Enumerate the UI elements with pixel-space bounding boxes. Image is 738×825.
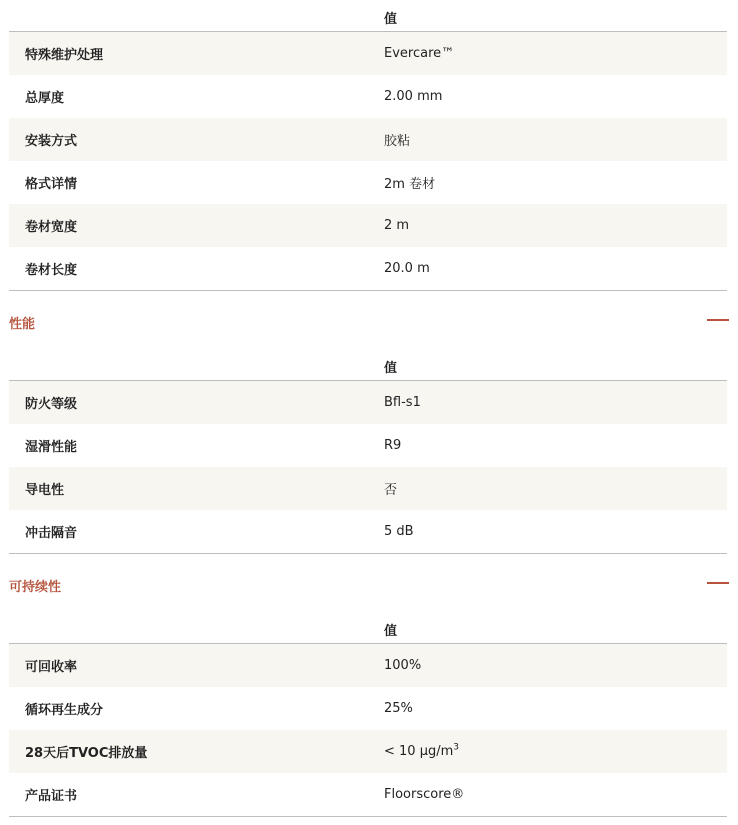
section-title-performance[interactable]: 性能 bbox=[9, 317, 36, 332]
row-label: 格式详情 bbox=[25, 177, 78, 192]
row-label: 可回收率 bbox=[25, 660, 78, 675]
row-label: 卷材长度 bbox=[25, 263, 78, 278]
row-label: 产品证书 bbox=[25, 789, 78, 804]
table-row bbox=[9, 467, 727, 510]
row-label: 防火等级 bbox=[25, 397, 78, 412]
row-value: 2.00 mm bbox=[384, 89, 443, 104]
row-label: 湿滑性能 bbox=[25, 440, 78, 455]
table-header bbox=[9, 0, 727, 32]
row-value: Bfl-s1 bbox=[384, 395, 421, 410]
table-row bbox=[9, 381, 727, 424]
row-value: 否 bbox=[384, 483, 398, 498]
table-header bbox=[9, 349, 727, 381]
row-label: 安装方式 bbox=[25, 134, 78, 149]
table-row bbox=[9, 204, 727, 247]
row-value: Floorscore® bbox=[384, 787, 465, 802]
row-value: 25% bbox=[384, 701, 413, 716]
row-label: 冲击隔音 bbox=[25, 526, 78, 541]
value-column-header: 值 bbox=[384, 624, 398, 639]
table-row bbox=[9, 161, 727, 204]
row-label: 28天后TVOC排放量 bbox=[25, 746, 148, 761]
row-value: 100% bbox=[384, 658, 422, 673]
row-value: 2 m bbox=[384, 218, 410, 233]
row-value: 20.0 m bbox=[384, 261, 430, 276]
row-label: 导电性 bbox=[25, 483, 65, 498]
row-label: 特殊维护处理 bbox=[25, 48, 104, 63]
value-text: < 10 μg/m bbox=[384, 744, 454, 759]
unit-superscript: 3 bbox=[453, 742, 459, 753]
row-value bbox=[384, 744, 459, 759]
table-row bbox=[9, 687, 727, 730]
row-label: 循环再生成分 bbox=[25, 703, 104, 718]
table-row bbox=[9, 644, 727, 687]
value-column-header: 值 bbox=[384, 12, 398, 27]
table-row bbox=[9, 118, 727, 161]
table-row bbox=[9, 32, 727, 75]
row-label: 卷材宽度 bbox=[25, 220, 78, 235]
spec-table-performance bbox=[9, 349, 727, 554]
row-value: Evercare™ bbox=[384, 46, 455, 61]
row-value: 5 dB bbox=[384, 524, 414, 539]
table-row bbox=[9, 75, 727, 118]
minus-icon[interactable] bbox=[707, 582, 729, 584]
spec-table-general bbox=[9, 0, 727, 291]
table-row bbox=[9, 773, 727, 816]
section-header-performance[interactable] bbox=[0, 291, 738, 349]
row-value: 2m 卷材 bbox=[384, 177, 436, 192]
table-row bbox=[9, 510, 727, 553]
row-value: R9 bbox=[384, 438, 402, 453]
table-row bbox=[9, 247, 727, 290]
spec-table-sustainability bbox=[9, 612, 727, 817]
section-title-sustainability[interactable]: 可持续性 bbox=[9, 580, 62, 595]
value-column-header: 值 bbox=[384, 361, 398, 376]
table-header bbox=[9, 612, 727, 644]
minus-icon[interactable] bbox=[707, 319, 729, 321]
table-row bbox=[9, 730, 727, 773]
table-row bbox=[9, 424, 727, 467]
row-value: 胶粘 bbox=[384, 134, 411, 149]
section-header-sustainability[interactable] bbox=[0, 554, 738, 612]
row-label: 总厚度 bbox=[25, 91, 65, 106]
